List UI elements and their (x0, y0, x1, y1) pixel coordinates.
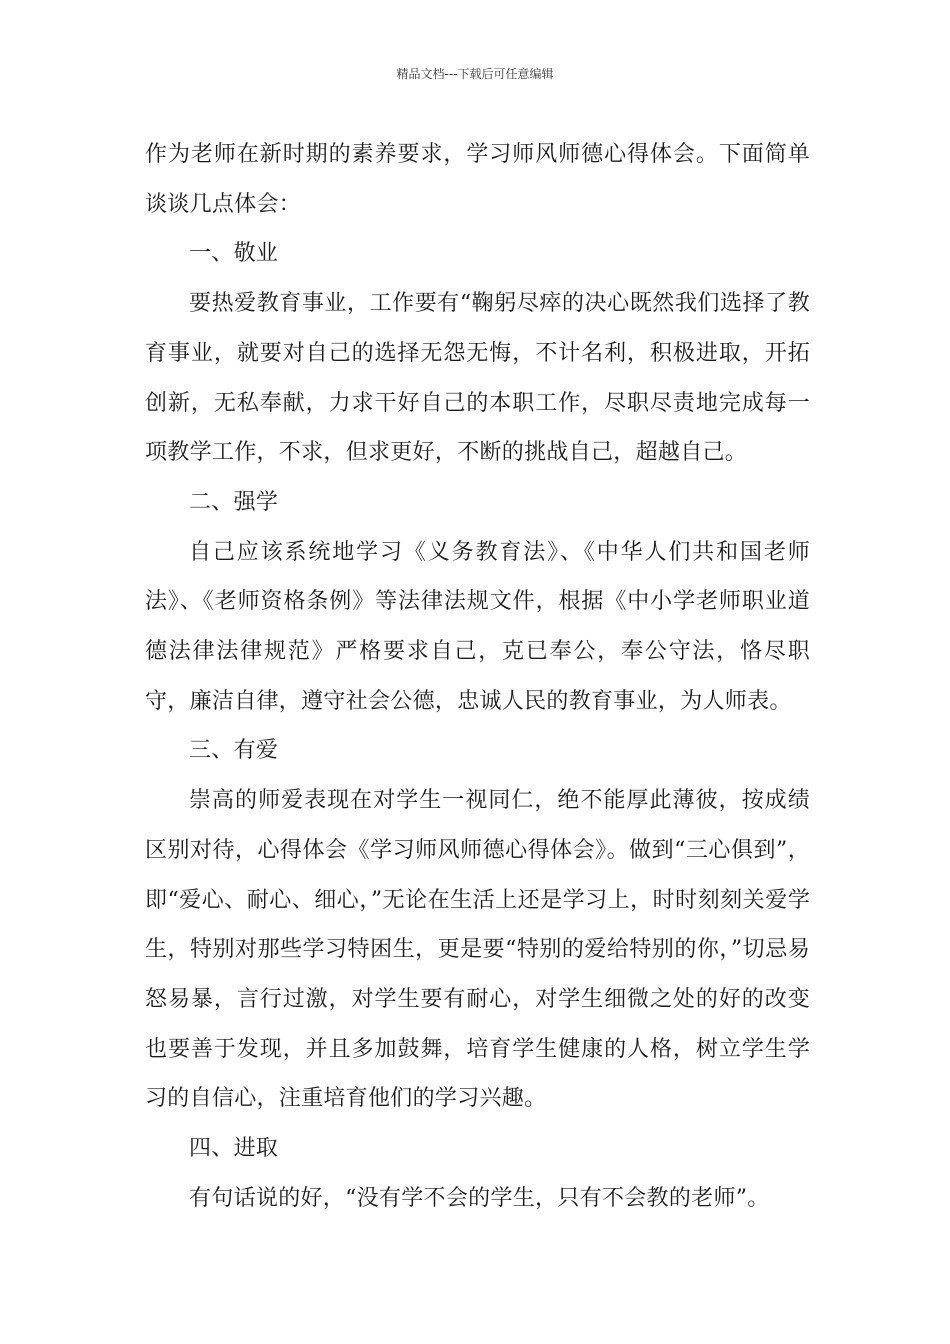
heading-progress: 四、进取 (189, 1136, 279, 1162)
page-header: 精品文档---下载后可任意编辑 (396, 67, 554, 81)
paragraph-dedication: 要热爱教育事业，工作要有“鞠躬尽瘁的决心既然我们选择了教育事业，就要对自己的选择无怨无悔，不计名利，积极进取，开拓创新，无私奉献，力求干好自己的本职工作，尽职尽责地完成每一项教学工作，不求，但求更好，不断的挑战自己，超越自己。 (145, 291, 810, 466)
heading-love: 三、有爱 (189, 738, 279, 764)
heading-dedication: 一、敬业 (189, 241, 279, 267)
paragraph-progress: 有句话说的好，“没有学不会的学生，只有不会教的老师”。 (189, 1185, 770, 1211)
paragraph-study: 自己应该系统地学习《义务教育法》、《中华人们共和国老师法》、《老师资格条例》等法律法规文件，根据《中小学老师职业道德法律法律规范》严格要求自己，克已奉公，奉公守法，恪尽职守，廉洁自律，遵守社会公德，忠诚人民的教育事业，为人师表。 (145, 539, 810, 714)
document-body (145, 130, 810, 1223)
paragraph-intro: 作为老师在新时期的素养要求，学习师风师德心得体会。下面简单谈谈几点体会： (145, 142, 810, 217)
heading-study: 二、强学 (189, 489, 279, 515)
paragraph-love: 崇高的师爱表现在对学生一视同仁，绝不能厚此薄彼，按成绩区别对待，心得体会《学习师风师德心得体会》。做到“三心俱到”，即“爱心、耐心、细心，”无论在生活上还是学习上，时时刻刻关爱学生，特别对那些学习特困生，更是要“特别的爱给特别的你，”切忌易怒易暴，言行过激，对学生要有耐心，对学生细微之处的好的改变也要善于发现，并且多加鼓舞，培育学生健康的人格，树立学生学习的自信心，注重培育他们的学习兴趣。 (145, 788, 810, 1112)
